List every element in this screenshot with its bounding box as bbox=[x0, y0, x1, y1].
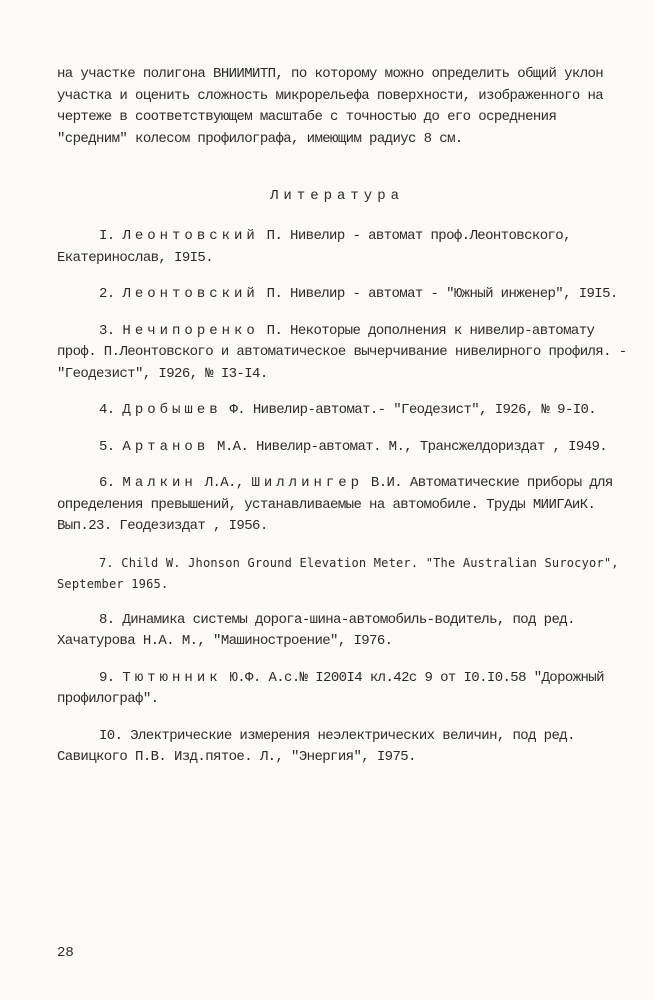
reference-text-2: В.И. Автоматические приборы для определения превышений, устанавливаемые на автомобиле. Труды МИИГАиК. Вып.23. Геодезиздат , I956. bbox=[57, 475, 613, 534]
reference-number: I0. bbox=[99, 727, 123, 744]
reference-author: Леонтовский bbox=[122, 286, 259, 302]
reference-number: 9. bbox=[99, 669, 115, 686]
reference-item-6 bbox=[57, 473, 637, 538]
reference-number: 2. bbox=[99, 286, 115, 302]
reference-item-3 bbox=[57, 321, 637, 386]
reference-item-7 bbox=[57, 553, 637, 595]
reference-item-10 bbox=[57, 726, 637, 769]
reference-text: П. Нивелир - автомат - "Южный инженер", I9I5. bbox=[258, 286, 618, 302]
reference-item-9 bbox=[57, 668, 637, 711]
reference-author: Дробышев bbox=[122, 402, 222, 418]
reference-author: Артанов bbox=[122, 438, 210, 455]
reference-item-8 bbox=[57, 610, 637, 653]
reference-author: Малкин bbox=[122, 475, 197, 491]
references-heading: Литература bbox=[269, 188, 404, 204]
reference-text: Электрические измерения неэлектрических величин, под ред. Савицкого П.В. Изд.пятое. Л., "Энергия", I975. bbox=[57, 727, 575, 765]
reference-number: 5. bbox=[99, 438, 115, 455]
page-number: 28 bbox=[57, 945, 74, 961]
reference-number: 3. bbox=[99, 322, 115, 339]
reference-author: Леонтовский bbox=[122, 228, 259, 244]
reference-text: П. Нивелир - автомат проф.Леонтовского, Екатеринослав, I9I5. bbox=[57, 228, 571, 266]
reference-text: Л.А., bbox=[196, 475, 252, 491]
reference-number: 4. bbox=[99, 402, 115, 418]
reference-number: 8. bbox=[99, 611, 115, 628]
reference-item-4 bbox=[57, 400, 637, 422]
reference-author-2: Шиллингер bbox=[251, 475, 364, 491]
reference-number: I. bbox=[99, 228, 115, 244]
reference-text: Динамика системы дорога-шина-автомобиль-водитель, под ред. Хачатурова Н.А. М., "Машиностроение", I976. bbox=[57, 611, 575, 649]
reference-author: Тютюнник bbox=[122, 669, 222, 686]
reference-text: Child W. Jhonson Ground Elevation Meter. "The Australian Surocyor", September 1965. bbox=[57, 555, 619, 591]
reference-text: П. Некоторые дополнения к нивелир-автомату проф. П.Леонтовского и автоматическое вычерчивание нивелирного профиля. - "Геодезист", I926, № I3-I4. bbox=[57, 322, 627, 382]
reference-item-2 bbox=[57, 284, 637, 306]
reference-text: М.А. Нивелир-автомат. М., Трансжелдориздат , I949. bbox=[209, 438, 608, 455]
reference-list bbox=[57, 226, 637, 784]
reference-author: Нечипоренко bbox=[122, 322, 259, 339]
reference-item-1 bbox=[57, 226, 637, 269]
reference-number: 6. bbox=[99, 475, 115, 491]
reference-text: Ф. Нивелир-автомат.- "Геодезист", I926, № 9-I0. bbox=[221, 402, 597, 418]
intro-paragraph: на участке полигона ВНИИМИТП, по которому можно определить общий уклон участка и оценить сложность микрорельефа поверхности, изображенного на чертеже в соответствующем масштабе с точностью до его осреднения "средним" колесом профилографа, имеющим радиус 8 см. bbox=[57, 66, 604, 147]
reference-number: 7. bbox=[99, 555, 114, 570]
reference-item-5 bbox=[57, 437, 637, 459]
reference-text: Ю.Ф. А.с.№ I200I4 кл.42с 9 от I0.I0.58 "Дорожный профилограф". bbox=[57, 669, 604, 707]
